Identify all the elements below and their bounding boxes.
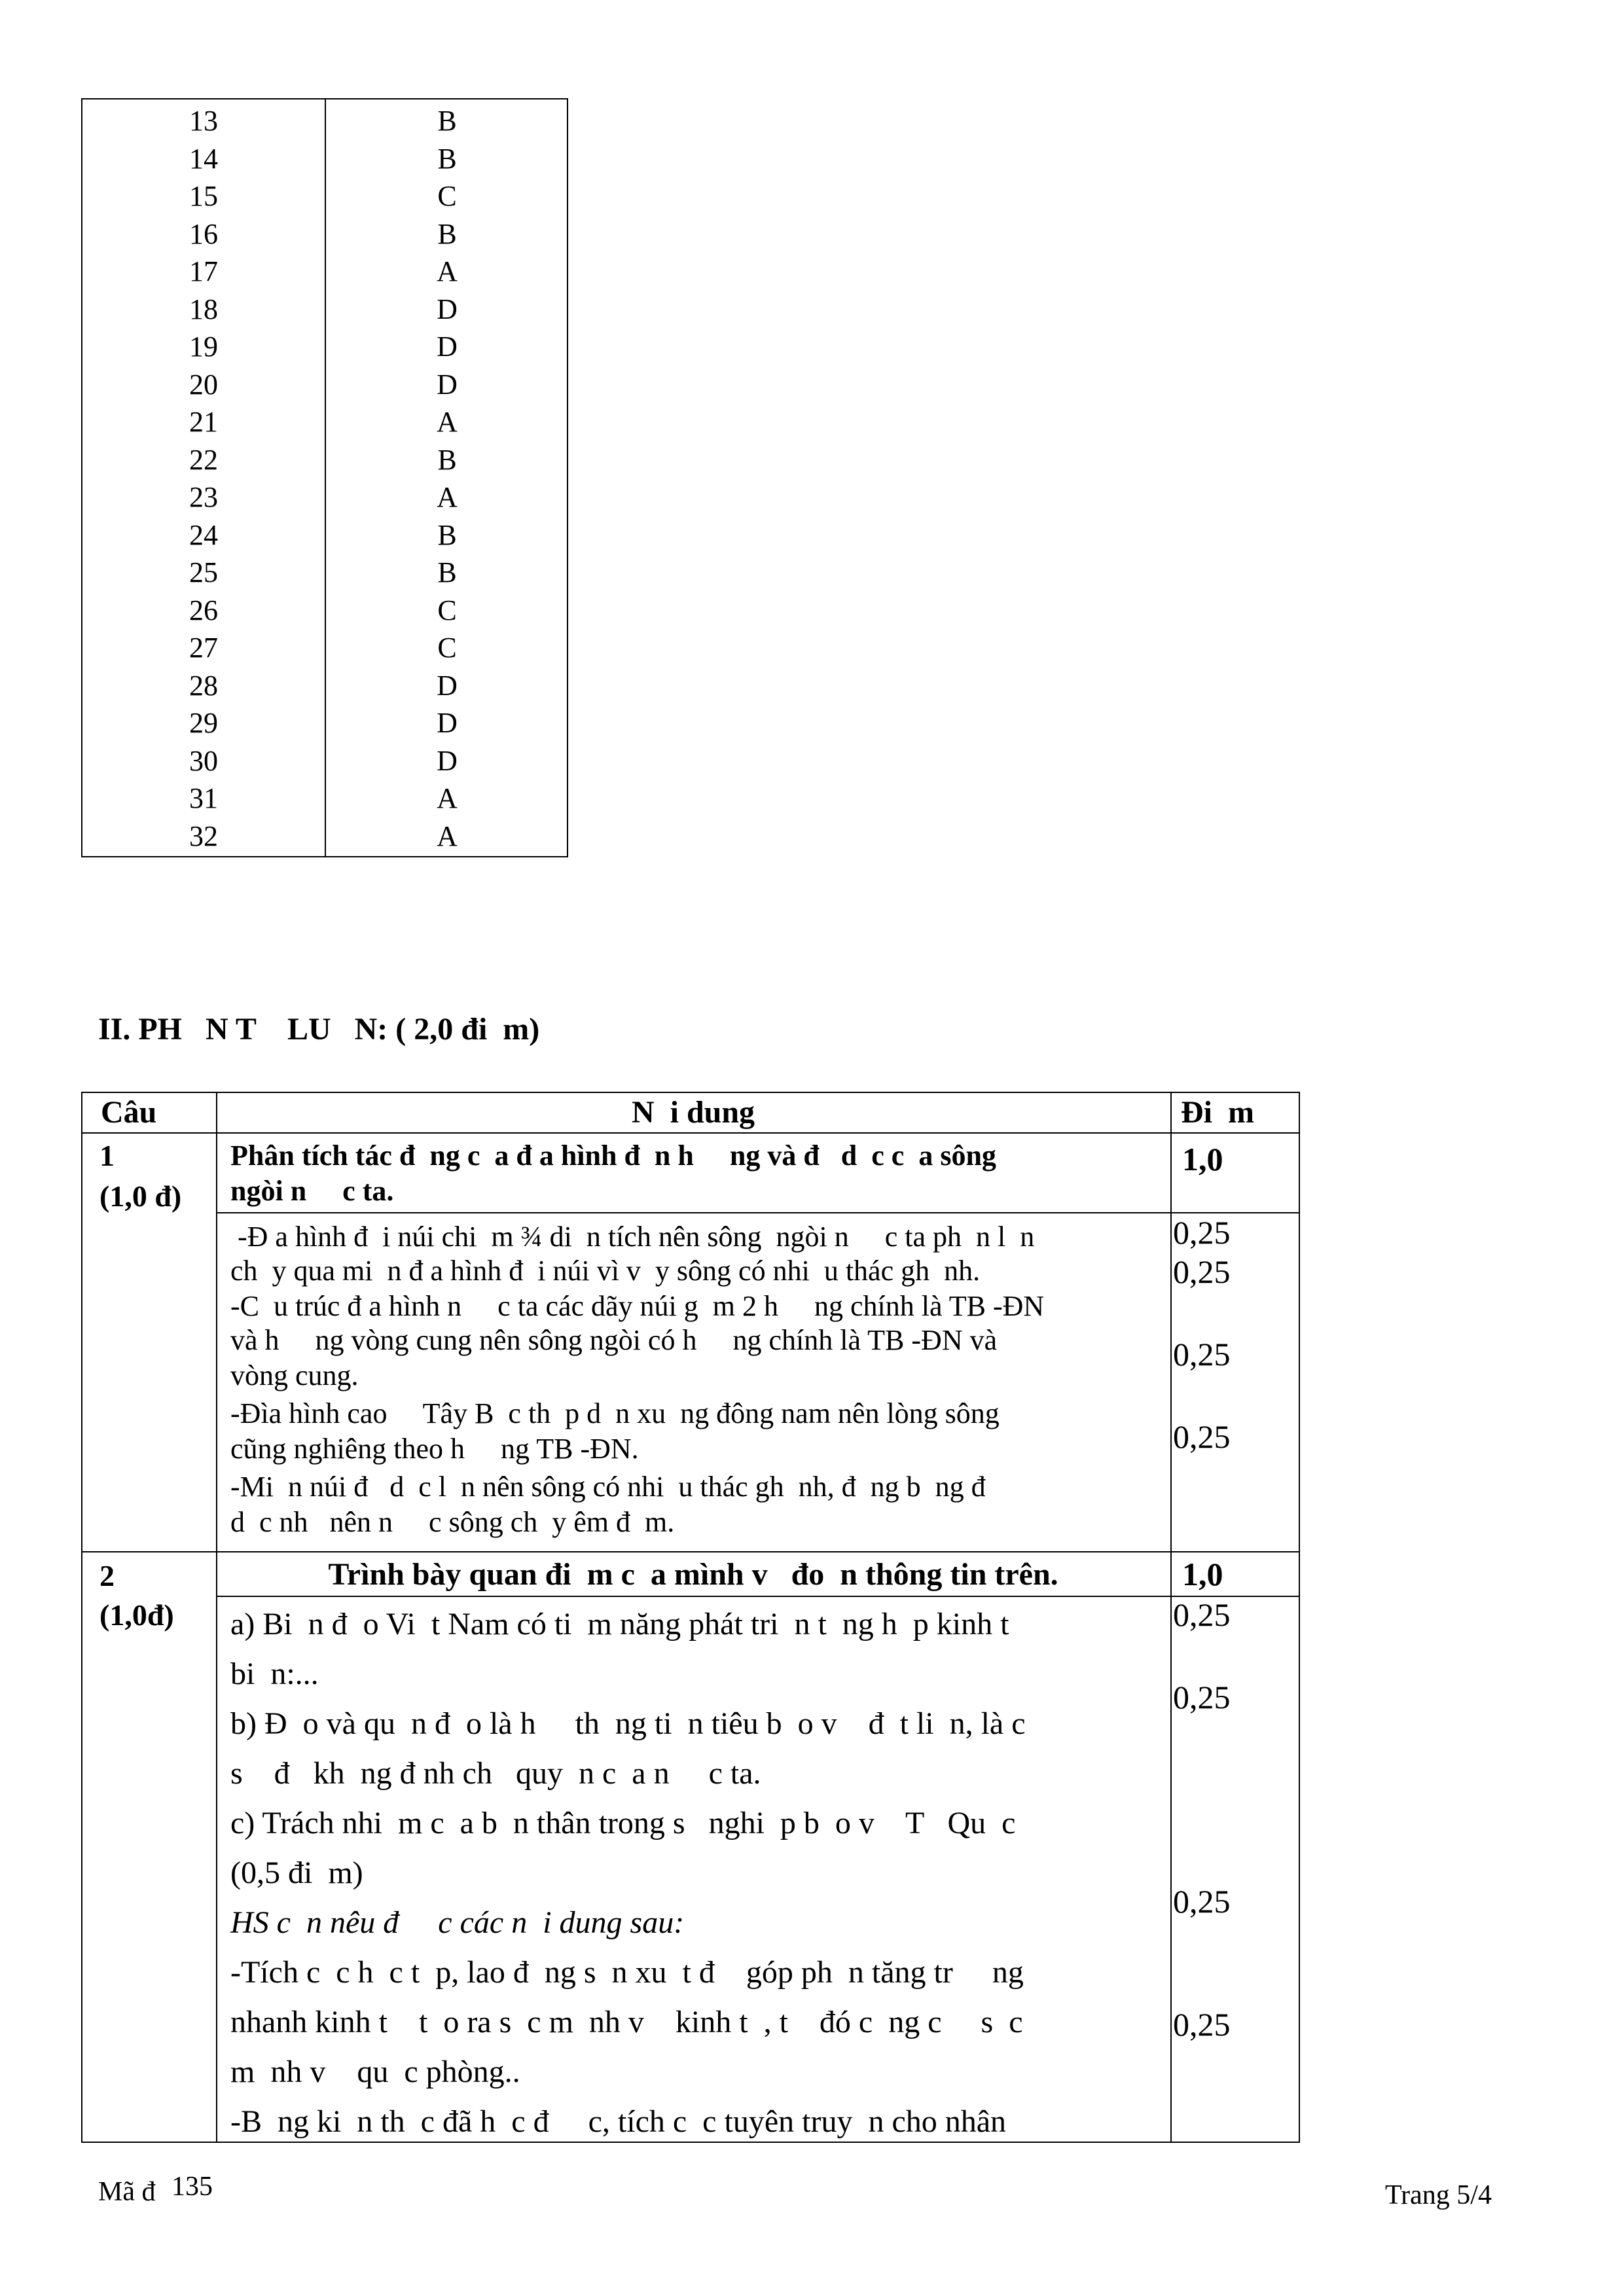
q2-line: bi n:... — [230, 1657, 319, 1691]
question-number: 22 — [189, 443, 218, 476]
answer-row — [82, 478, 567, 516]
answer-row — [82, 403, 567, 441]
q2-line: a) Bi n đ o Vi t Nam có ti m năng phát tri n t ng h p kinh t — [230, 1607, 1009, 1641]
answer-letter: D — [437, 368, 458, 401]
answer-row — [82, 780, 567, 817]
answer-row — [82, 704, 567, 742]
answer-row — [82, 516, 567, 554]
question-number: 23 — [189, 481, 218, 513]
answer-row — [82, 629, 567, 667]
q1-number: 1 — [99, 1139, 115, 1172]
answer-letter: A — [437, 481, 458, 513]
q1-title-line2: ngòi n c ta. — [230, 1175, 394, 1207]
answer-key-table — [81, 98, 568, 857]
header-diem: Đi m — [1181, 1095, 1254, 1130]
q1-line: -Mi n núi đ d c l n nên sông có nhi u thác gh nh, đ ng b ng đ — [230, 1471, 986, 1503]
answer-letter: B — [437, 142, 457, 175]
question-number: 17 — [189, 255, 218, 287]
q2-line: s đ kh ng đ nh ch quy n c a n c ta. — [230, 1756, 761, 1791]
q2-score: 0,25 — [1173, 2006, 1231, 2043]
question-number: 30 — [189, 744, 218, 777]
q1-score: 0,25 — [1173, 1336, 1231, 1372]
q2-line: -B ng ki n th c đã h c đ c, tích c c tuyên truy n cho nhân — [230, 2104, 1007, 2139]
q2-line: c) Trách nhi m c a b n thân trong s nghi p b o v T Qu c — [230, 1806, 1016, 1840]
q2-number: 2 — [99, 1559, 115, 1592]
question-number: 13 — [189, 105, 218, 137]
answer-row — [82, 177, 567, 215]
answer-row — [82, 140, 567, 178]
answer-letter: A — [437, 819, 458, 852]
question-number: 29 — [189, 707, 218, 739]
answer-row — [82, 554, 567, 592]
question-number: 20 — [189, 368, 218, 401]
question-number: 15 — [189, 180, 218, 212]
q1-line: ch y qua mi n đ a hình đ i núi vì v y sông có nhi u thác gh nh. — [230, 1255, 981, 1287]
question-number: 26 — [189, 594, 218, 626]
q1-line: và h ng vòng cung nên sông ngòi có h ng chính là TB -ĐN và — [230, 1324, 998, 1356]
answer-letter: D — [437, 707, 458, 739]
header-noi-dung: N i dung — [631, 1095, 755, 1130]
answer-row — [82, 817, 567, 855]
answer-letter: B — [437, 217, 457, 250]
answer-letter: D — [437, 331, 458, 363]
q2-score: 0,25 — [1173, 1883, 1231, 1920]
q1-points: (1,0 đ) — [99, 1179, 182, 1213]
answer-letter: D — [437, 669, 458, 702]
question-number: 14 — [189, 142, 218, 175]
answer-letter: A — [437, 406, 458, 438]
question-number: 32 — [189, 819, 218, 852]
q1-line: -C u trúc đ a hình n c ta các dãy núi g m 2 h ng chính là TB -ĐN — [230, 1290, 1045, 1322]
answer-letter: D — [437, 293, 458, 325]
question-number: 18 — [189, 293, 218, 325]
answer-row — [82, 366, 567, 404]
q2-line: (0,5 đi m) — [230, 1856, 363, 1890]
question-number: 24 — [189, 518, 218, 551]
q1-score: 0,25 — [1173, 1214, 1231, 1251]
answer-row — [82, 328, 567, 366]
question-number: 27 — [189, 632, 218, 664]
question-number: 21 — [189, 406, 218, 438]
section-title: II. PH N T LU N: ( 2,0 đi m) — [98, 1012, 540, 1047]
q1-line: -Đ a hình đ i núi chi m ¾ di n tích nên sông ngòi n c ta ph n l n — [230, 1221, 1035, 1253]
answer-row — [82, 667, 567, 705]
question-number: 31 — [189, 782, 218, 814]
q2-line: HS c n nêu đ c các n i dung sau: — [230, 1905, 685, 1940]
ma-de-label: Mã đ — [98, 2177, 156, 2207]
q1-line: vòng cung. — [230, 1359, 359, 1391]
answer-row — [82, 592, 567, 630]
q1-score: 0,25 — [1173, 1418, 1231, 1455]
question-number: 16 — [189, 217, 218, 250]
answer-row — [82, 102, 567, 140]
q1-line: -Đìa hình cao Tây B c th p d n xu ng đông nam nên lòng sông — [230, 1397, 1000, 1429]
header-cau: Câu — [101, 1095, 157, 1130]
q2-line: -Tích c c h c t p, lao đ ng s n xu t đ góp ph n tăng tr ng — [230, 1955, 1024, 1990]
answer-letter: C — [437, 632, 457, 664]
question-number: 19 — [189, 331, 218, 363]
q2-points: (1,0đ) — [99, 1598, 174, 1632]
q1-title-line1: Phân tích tác đ ng c a đ a hình đ n h ng và đ d c c a sông — [230, 1139, 996, 1172]
q2-score: 0,25 — [1173, 1679, 1231, 1715]
q2-line: b) Đ o và qu n đ o là h th ng ti n tiêu b o v đ t li n, là c — [230, 1706, 1026, 1741]
answer-letter: B — [437, 105, 457, 137]
answer-row — [82, 253, 567, 291]
q1-line: d c nh nên n c sông ch y êm đ m. — [230, 1506, 675, 1538]
answer-letter: B — [437, 518, 457, 551]
answer-letter: C — [437, 180, 457, 212]
q1-score: 0,25 — [1173, 1253, 1231, 1290]
question-number: 25 — [189, 556, 218, 588]
answer-row — [82, 441, 567, 479]
q2-score: 0,25 — [1173, 1596, 1231, 1633]
answer-row — [82, 742, 567, 780]
answer-letter: A — [437, 782, 458, 814]
page-number: Trang 5/4 — [1385, 2180, 1492, 2210]
essay-table — [81, 1092, 1300, 2143]
q2-score-total: 1,0 — [1182, 1556, 1223, 1592]
answer-row — [82, 215, 567, 253]
q2-line: nhanh kinh t t o ra s c m nh v kinh t , t đó c ng c s c — [230, 2005, 1023, 2039]
answer-letter: A — [437, 255, 458, 287]
q1-score-total: 1,0 — [1182, 1141, 1223, 1177]
answer-letter: C — [437, 594, 457, 626]
question-number: 28 — [189, 669, 218, 702]
q2-title: Trình bày quan đi m c a mình v đo n thông tin trên. — [328, 1557, 1058, 1592]
answer-letter: D — [437, 744, 458, 777]
q1-line: cũng nghiêng theo h ng TB -ĐN. — [230, 1433, 639, 1465]
answer-letter: B — [437, 556, 457, 588]
footer-ma-de — [98, 2172, 213, 2208]
answer-row — [82, 291, 567, 329]
answer-letter: B — [437, 443, 457, 476]
ma-de-value: 135 — [171, 2172, 213, 2202]
q2-line: m nh v qu c phòng.. — [230, 2054, 520, 2089]
